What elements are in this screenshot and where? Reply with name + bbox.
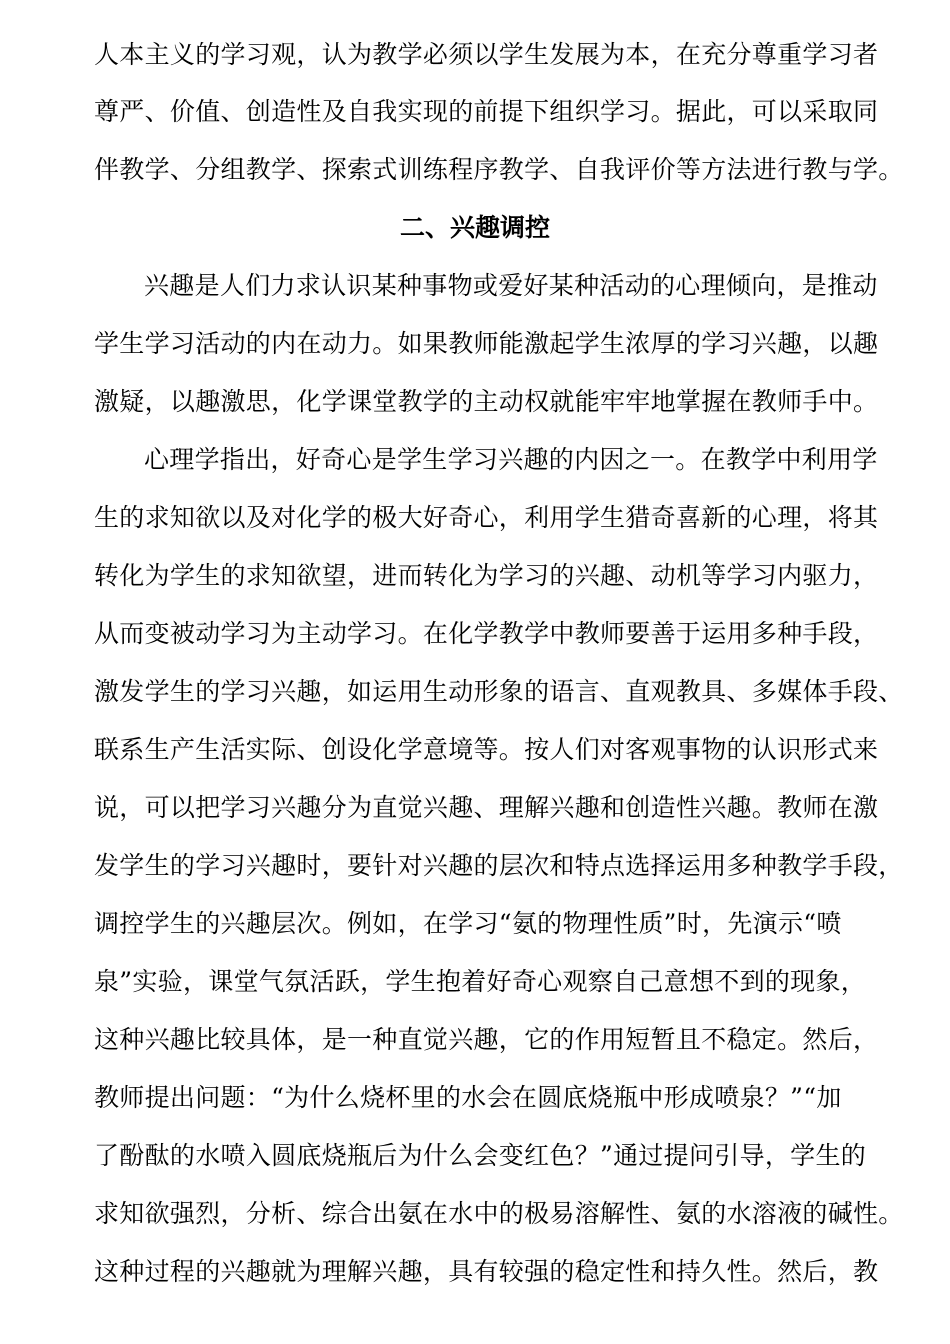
paragraph-line: 人本主义的学习观，认为教学必须以学生发展为本，在充分尊重学习者 [94, 40, 879, 69]
paragraph-line: 泉”实验，课堂气氛活跃，学生抱着好奇心观察自己意想不到的现象， [94, 967, 867, 996]
paragraph-line: 生的求知欲以及对化学的极大好奇心，利用学生猎奇喜新的心理，将其 [94, 503, 879, 532]
paragraph-line: 调控学生的兴趣层次。例如，在学习“氨的物理性质”时，先演示“喷 [94, 909, 842, 938]
paragraph-line: 伴教学、分组教学、探索式训练程序教学、自我评价等方法进行教与学。 [94, 155, 904, 184]
paragraph-line: 了酚酞的水喷入圆底烧瓶后为什么会变红色？”通过提问引导，学生的 [94, 1141, 867, 1170]
paragraph-line: 这种兴趣比较具体，是一种直觉兴趣，它的作用短暂且不稳定。然后， [94, 1025, 879, 1054]
paragraph-line: 联系生产生活实际、创设化学意境等。按人们对客观事物的认识形式来 [94, 735, 879, 764]
paragraph-line: 说，可以把学习兴趣分为直觉兴趣、理解兴趣和创造性兴趣。教师在激 [94, 793, 879, 822]
paragraph-line: 兴趣是人们力求认识某种事物或爱好某种活动的心理倾向，是推动 [144, 271, 878, 300]
paragraph-line: 转化为学生的求知欲望，进而转化为学习的兴趣、动机等学习内驱力， [94, 561, 879, 590]
paragraph-line: 激发学生的学习兴趣，如运用生动形象的语言、直观教具、多媒体手段、 [94, 677, 904, 706]
paragraph-line: 这种过程的兴趣就为理解兴趣，具有较强的稳定性和持久性。然后，教 [94, 1257, 879, 1286]
paragraph-line: 学生学习活动的内在动力。如果教师能激起学生浓厚的学习兴趣，以趣 [94, 329, 879, 358]
paragraph-line: 发学生的学习兴趣时，要针对兴趣的层次和特点选择运用多种教学手段， [94, 851, 904, 880]
paragraph-line: 心理学指出，好奇心是学生学习兴趣的内因之一。在教学中利用学 [144, 445, 878, 474]
section-heading: 二、兴趣调控 [399, 213, 550, 242]
paragraph-line: 教师提出问题：“为什么烧杯里的水会在圆底烧瓶中形成喷泉？”“加 [94, 1083, 842, 1112]
paragraph-line: 求知欲强烈，分析、综合出氨在水中的极易溶解性、氨的水溶液的碱性。 [94, 1199, 904, 1228]
paragraph-line: 激疑，以趣激思，化学课堂教学的主动权就能牢牢地掌握在教师手中。 [94, 387, 879, 416]
paragraph-line: 尊严、价值、创造性及自我实现的前提下组织学习。据此，可以采取同 [94, 97, 879, 126]
paragraph-line: 从而变被动学习为主动学习。在化学教学中教师要善于运用多种手段， [94, 619, 879, 648]
